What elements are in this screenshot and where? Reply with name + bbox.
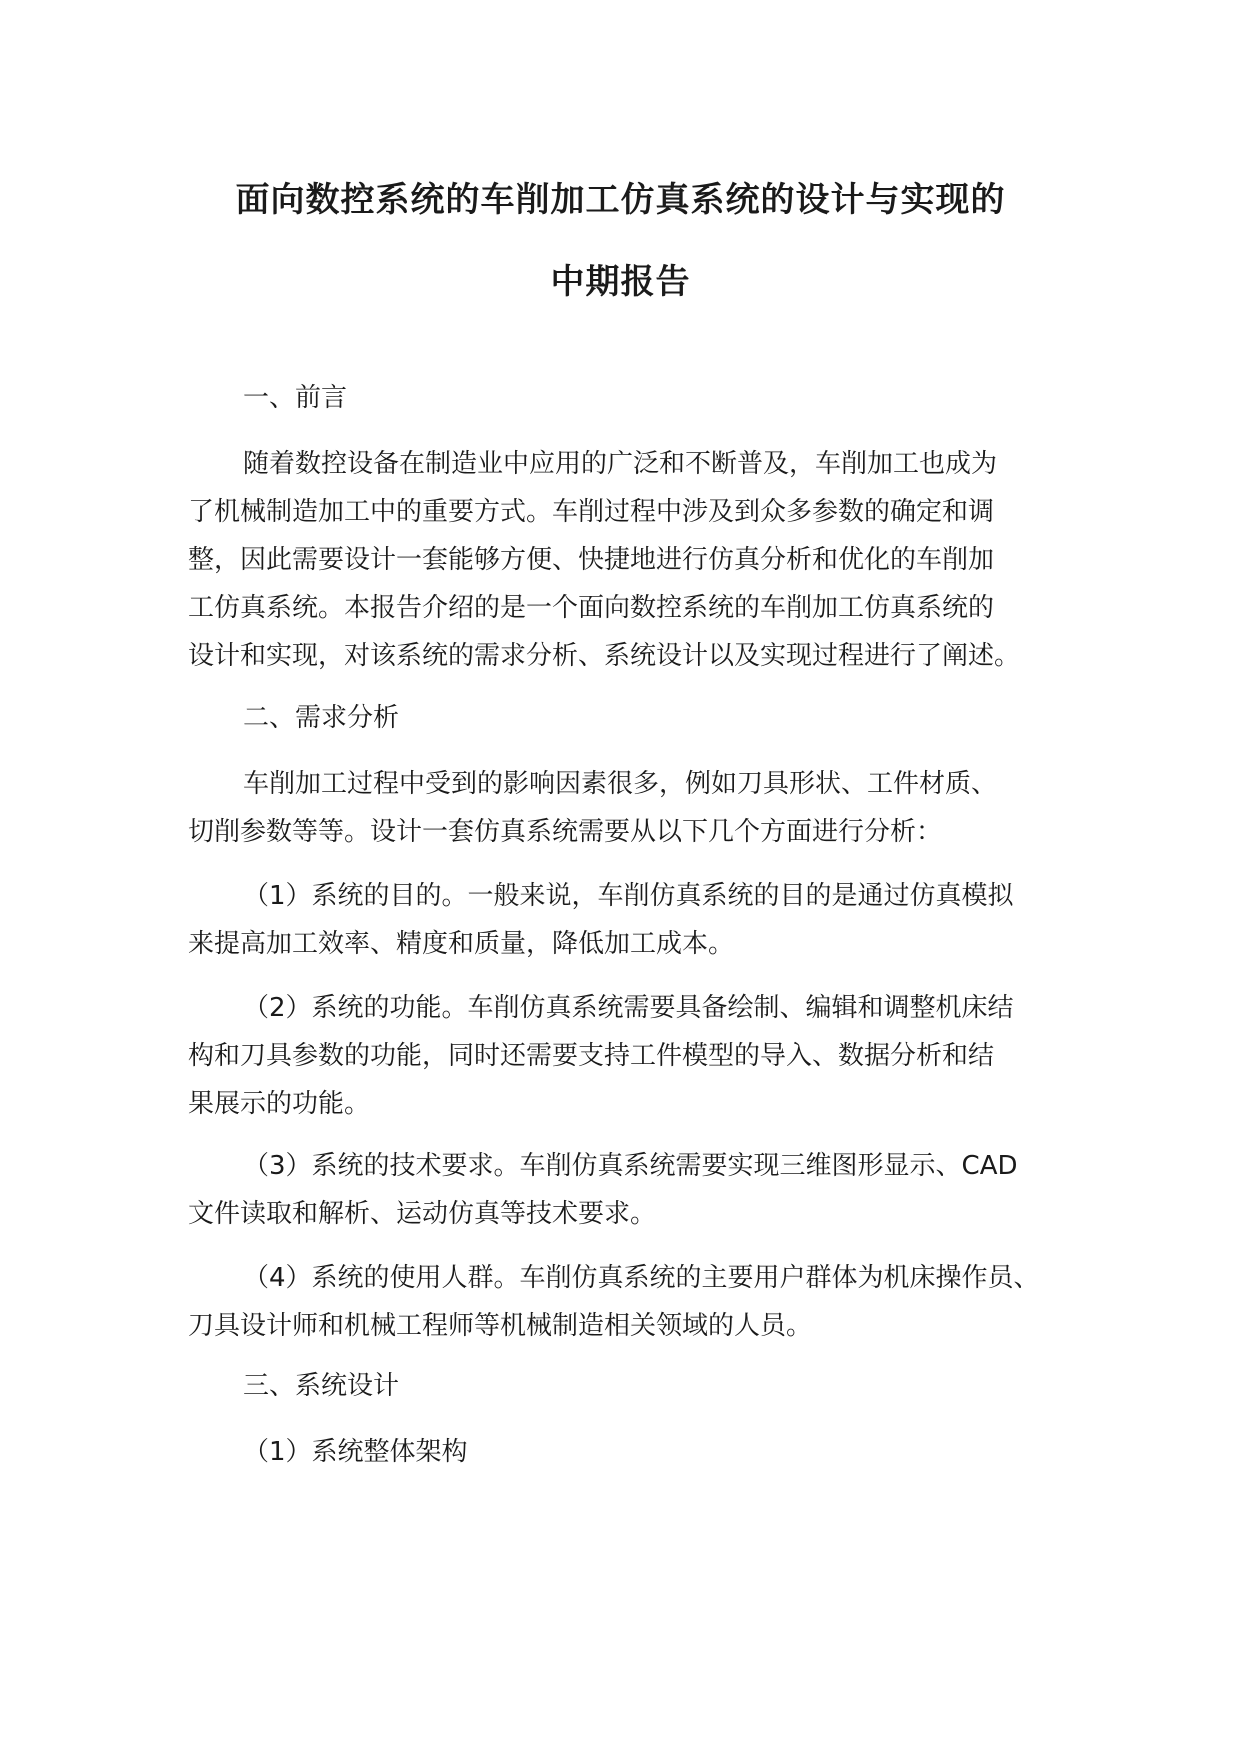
paragraph-line: （2）系统的功能。车削仿真系统需要具备绘制、编辑和调整机床结: [243, 993, 1014, 1023]
paragraph-line: 设计和实现，对该系统的需求分析、系统设计以及实现过程进行了阐述。: [188, 641, 1021, 671]
paragraph-line: 车削加工过程中受到的影响因素很多，例如刀具形状、工件材质、: [243, 769, 998, 799]
paragraph-line: 文件读取和解析、运动仿真等技术要求。: [188, 1199, 657, 1229]
paragraph-requirement-item-3: [188, 1142, 1068, 1238]
section-heading-system-design: 三、系统设计: [243, 1371, 400, 1401]
paragraph-requirement-item-4: [188, 1254, 1068, 1350]
paragraph-line: 果展示的功能。: [188, 1089, 371, 1119]
paragraph-requirement-item-2: [188, 984, 1068, 1128]
paragraph-requirement-item-1: [188, 872, 1068, 968]
section-heading-requirements: 二、需求分析: [243, 703, 400, 733]
paragraph-line: 整，因此需要设计一套能够方便、快捷地进行仿真分析和优化的车削加: [188, 545, 995, 575]
paragraph-line: （3）系统的技术要求。车削仿真系统需要实现三维图形显示、CAD: [243, 1151, 1018, 1181]
paragraph-line: （4）系统的使用人群。车削仿真系统的主要用户群体为机床操作员、: [243, 1263, 1040, 1293]
paragraph-line: 了机械制造加工中的重要方式。车削过程中涉及到众多参数的确定和调: [188, 497, 995, 527]
subheading-overall-architecture: （1）系统整体架构: [243, 1437, 468, 1467]
document-title-line1: 面向数控系统的车削加工仿真系统的设计与实现的: [235, 180, 1006, 220]
paragraph-line: 随着数控设备在制造业中应用的广泛和不断普及，车削加工也成为: [243, 449, 998, 479]
paragraph-line: 切削参数等等。设计一套仿真系统需要从以下几个方面进行分析：: [188, 817, 943, 847]
paragraph-line: 工仿真系统。本报告介绍的是一个面向数控系统的车削加工仿真系统的: [188, 593, 995, 623]
paragraph-line: 构和刀具参数的功能，同时还需要支持工件模型的导入、数据分析和结: [188, 1041, 995, 1071]
document-title-line2: 中期报告: [550, 262, 691, 302]
section-heading-preface: 一、前言: [243, 383, 348, 413]
paragraph-line: （1）系统的目的。一般来说，车削仿真系统的目的是通过仿真模拟: [243, 881, 1014, 911]
paragraph-preface: [188, 440, 1068, 680]
paragraph-line: 刀具设计师和机械工程师等机械制造相关领域的人员。: [188, 1311, 813, 1341]
paragraph-line: 来提高加工效率、精度和质量，降低加工成本。: [188, 929, 735, 959]
paragraph-requirements-intro: [188, 760, 1068, 856]
